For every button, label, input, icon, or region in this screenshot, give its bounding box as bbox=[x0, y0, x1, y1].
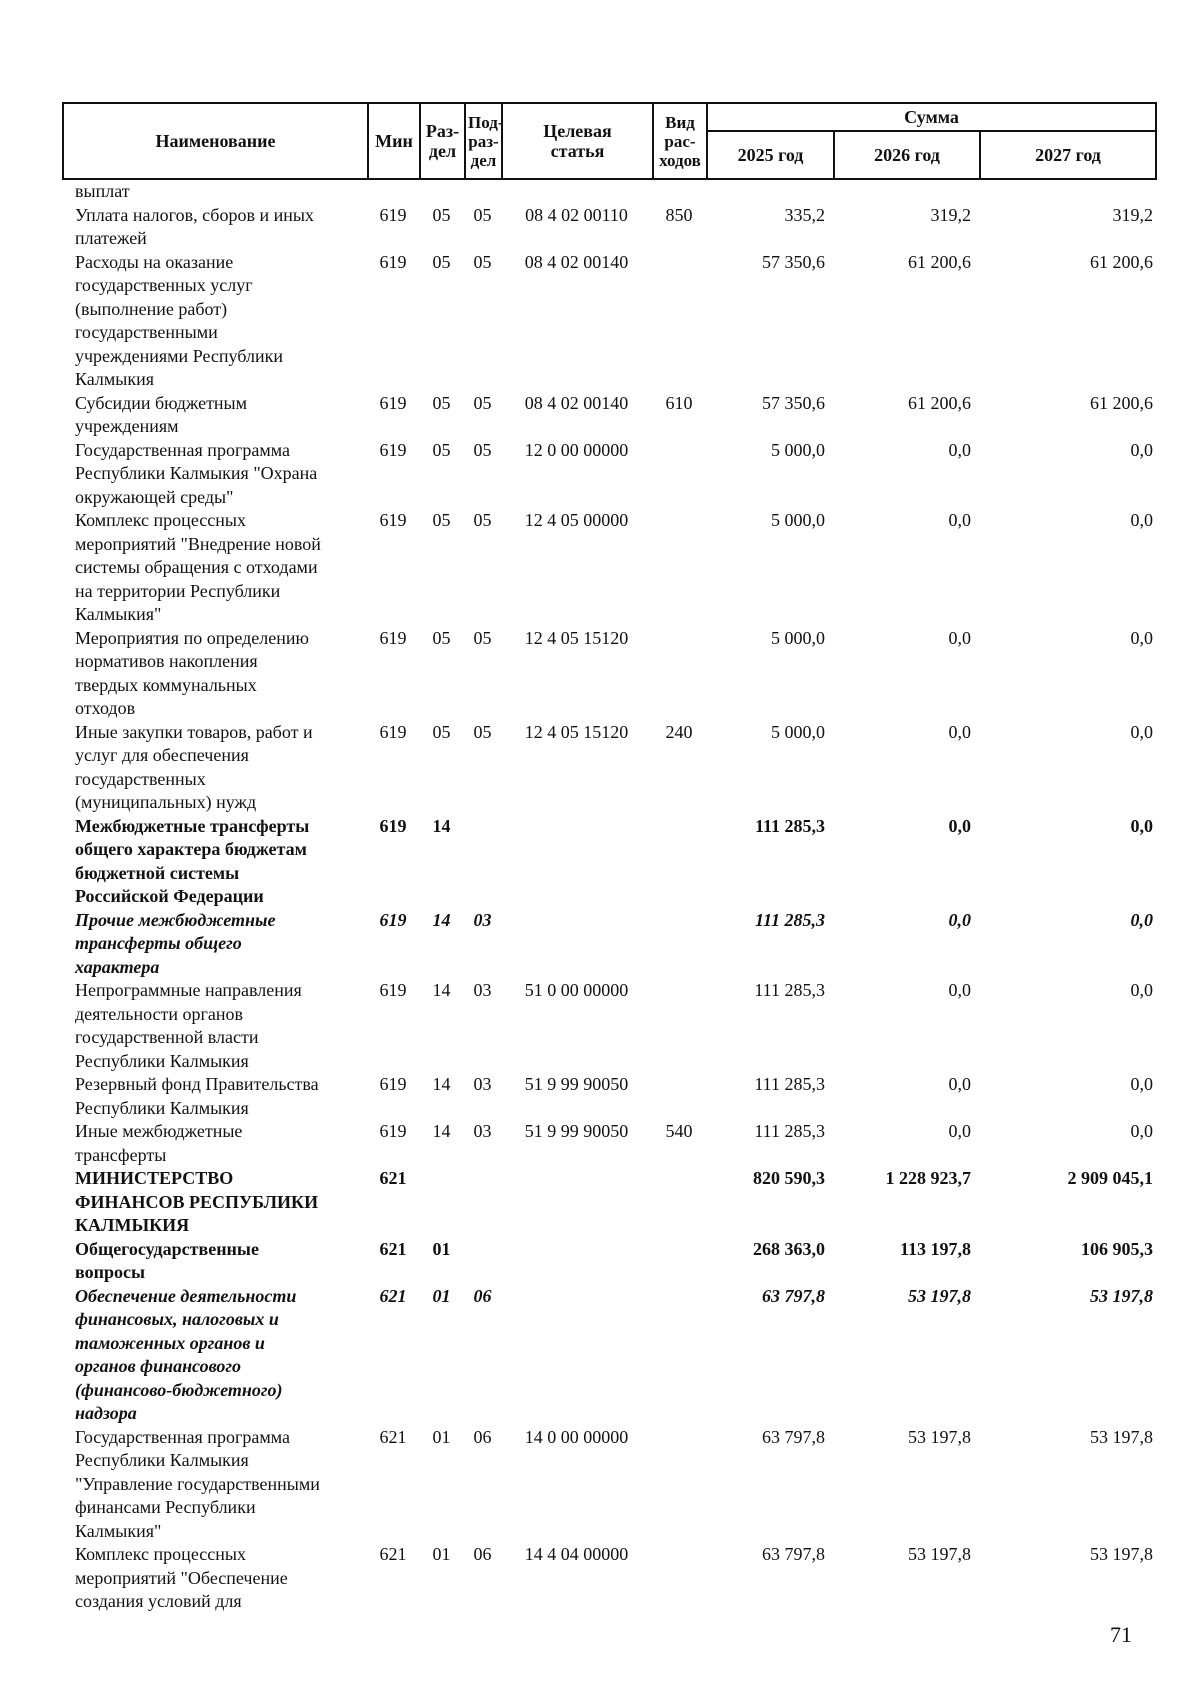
table-row bbox=[62, 251, 1155, 392]
cell-podrazdel bbox=[464, 180, 501, 204]
cell-name bbox=[62, 1073, 367, 1120]
cell-podrazdel: 03 bbox=[473, 1074, 492, 1094]
cell-name-line: Калмыкия" bbox=[75, 604, 162, 624]
header-razdel: Раз- дел bbox=[420, 103, 465, 179]
cell-name-line: Республики Калмыкия bbox=[75, 1450, 249, 1470]
cell-vid-rashodov bbox=[652, 979, 706, 1073]
cell-sum-2025: 111 285,3 bbox=[754, 815, 825, 836]
cell-min: 621 bbox=[379, 1544, 407, 1564]
cell-vid-rashodov bbox=[652, 1167, 706, 1238]
page-number: 71 bbox=[1110, 1622, 1132, 1647]
cell-name-line: (выполнение работ) bbox=[75, 298, 228, 319]
cell-name-line: Межбюджетные трансферты bbox=[75, 815, 310, 836]
cell-razdel: 01 bbox=[432, 1426, 451, 1447]
cell-sum-2025: 63 797,8 bbox=[762, 1285, 825, 1306]
cell-celevaya-statya: 14 4 04 00000 bbox=[524, 1544, 629, 1564]
cell-razdel: 05 bbox=[432, 204, 451, 225]
cell-name bbox=[62, 509, 367, 627]
cell-razdel: 01 bbox=[432, 1285, 451, 1306]
cell-vid-rashodov bbox=[652, 509, 706, 627]
cell-sum-2025: 820 590,3 bbox=[753, 1168, 825, 1188]
cell-min: 619 bbox=[379, 439, 407, 460]
cell-celevaya-statya: 12 4 05 15120 bbox=[524, 627, 629, 648]
cell-name-line: Калмыкия" bbox=[75, 1520, 162, 1541]
cell-podrazdel: 03 bbox=[473, 980, 492, 1000]
cell-min: 619 bbox=[379, 627, 407, 648]
cell-name bbox=[62, 1426, 367, 1544]
cell-podrazdel: 03 bbox=[473, 909, 492, 930]
cell-min: 619 bbox=[379, 204, 407, 225]
table-row bbox=[62, 509, 1155, 627]
table-header bbox=[62, 102, 1157, 180]
cell-celevaya-statya bbox=[501, 909, 652, 980]
cell-razdel: 05 bbox=[432, 510, 451, 530]
cell-sum-2026: 0,0 bbox=[948, 721, 971, 742]
cell-vid-rashodov bbox=[652, 1238, 706, 1285]
cell-name-line: мероприятий "Обеспечение bbox=[75, 1567, 288, 1588]
cell-name-line: Комплекс процессных bbox=[75, 510, 246, 530]
cell-sum-2025: 57 350,6 bbox=[762, 392, 825, 413]
cell-name-line: общего характера бюджетам bbox=[75, 839, 307, 859]
cell-name bbox=[62, 204, 367, 251]
cell-sum-2027: 0,0 bbox=[1130, 1121, 1153, 1141]
cell-sum-2026: 0,0 bbox=[948, 439, 971, 460]
cell-name-line: твердых коммунальных bbox=[75, 674, 257, 695]
cell-vid-rashodov: 240 bbox=[665, 721, 693, 742]
cell-min: 619 bbox=[379, 392, 407, 413]
cell-sum-2026: 53 197,8 bbox=[908, 1285, 971, 1306]
cell-sum-2026 bbox=[833, 180, 979, 204]
cell-name-line: "Управление государственными bbox=[75, 1473, 320, 1494]
cell-min: 621 bbox=[379, 1238, 407, 1259]
cell-name-line: Государственная программа bbox=[75, 439, 290, 460]
header-summa: Сумма bbox=[707, 103, 1156, 131]
cell-celevaya-statya: 51 0 00 00000 bbox=[524, 980, 629, 1000]
cell-sum-2025: 111 285,3 bbox=[754, 909, 825, 930]
cell-name-line: надзора bbox=[75, 1403, 137, 1423]
table-row bbox=[62, 1167, 1155, 1238]
cell-podrazdel: 05 bbox=[473, 510, 492, 530]
cell-sum-2026: 0,0 bbox=[948, 510, 971, 530]
header-year-2027: 2027 год bbox=[980, 131, 1156, 179]
cell-sum-2025: 63 797,8 bbox=[762, 1426, 825, 1447]
cell-name-line: Резервный фонд Правительства bbox=[75, 1074, 319, 1094]
cell-min: 621 bbox=[379, 1285, 407, 1306]
cell-name-line: таможенных органов и bbox=[75, 1332, 265, 1353]
cell-sum-2026: 53 197,8 bbox=[908, 1544, 971, 1564]
header-vid-rashodov: Вид рас- ходов bbox=[653, 103, 707, 179]
table-row bbox=[62, 204, 1155, 251]
cell-podrazdel: 05 bbox=[473, 439, 492, 460]
table-row bbox=[62, 909, 1155, 980]
table-row bbox=[62, 439, 1155, 510]
cell-name-line: Государственная программа bbox=[75, 1426, 290, 1447]
cell-sum-2027: 319,2 bbox=[1112, 204, 1153, 225]
cell-podrazdel: 06 bbox=[473, 1285, 492, 1306]
cell-name-line: (муниципальных) нужд bbox=[75, 792, 257, 812]
cell-name-line: Расходы на оказание bbox=[75, 251, 234, 272]
header-year-2026: 2026 год bbox=[834, 131, 980, 179]
table-row bbox=[62, 1426, 1155, 1544]
cell-vid-rashodov bbox=[652, 251, 706, 392]
cell-min: 619 bbox=[379, 1121, 407, 1141]
cell-name-line: системы обращения с отходами bbox=[75, 557, 318, 577]
cell-razdel: 05 bbox=[432, 721, 451, 742]
cell-celevaya-statya bbox=[501, 180, 652, 204]
cell-name-line: МИНИСТЕРСТВО bbox=[75, 1168, 234, 1188]
table-row bbox=[62, 627, 1155, 721]
cell-razdel: 05 bbox=[432, 439, 451, 460]
table-row bbox=[62, 392, 1155, 439]
cell-sum-2025: 5 000,0 bbox=[771, 721, 825, 742]
cell-name-line: Уплата налогов, сборов и иных bbox=[75, 204, 314, 225]
cell-sum-2025: 63 797,8 bbox=[762, 1544, 825, 1564]
cell-name bbox=[62, 1167, 367, 1238]
cell-name-line: услуг для обеспечения bbox=[75, 745, 249, 765]
cell-razdel: 14 bbox=[432, 1074, 451, 1094]
cell-sum-2025: 111 285,3 bbox=[754, 1074, 825, 1094]
cell-sum-2027: 106 905,3 bbox=[1081, 1238, 1153, 1259]
cell-celevaya-statya: 08 4 02 00110 bbox=[525, 204, 628, 225]
cell-celevaya-statya bbox=[501, 1238, 652, 1285]
cell-name-line: ФИНАНСОВ РЕСПУБЛИКИ bbox=[75, 1191, 319, 1212]
cell-podrazdel: 05 bbox=[473, 392, 492, 413]
cell-name-line: деятельности органов bbox=[75, 1003, 244, 1024]
table-row bbox=[62, 721, 1155, 815]
cell-name-line: вопросы bbox=[75, 1262, 146, 1282]
cell-name bbox=[62, 392, 367, 439]
cell-name-line: трансферты общего bbox=[75, 933, 242, 953]
cell-name bbox=[62, 627, 367, 721]
cell-sum-2027: 0,0 bbox=[1130, 815, 1153, 836]
cell-podrazdel bbox=[464, 1167, 501, 1238]
table-row bbox=[62, 1543, 1155, 1614]
cell-sum-2027 bbox=[979, 180, 1155, 204]
cell-name-line: платежей bbox=[75, 228, 147, 248]
cell-min: 619 bbox=[379, 251, 407, 272]
cell-min bbox=[367, 180, 419, 204]
cell-sum-2026: 53 197,8 bbox=[908, 1426, 971, 1447]
header-year-2025: 2025 год bbox=[707, 131, 834, 179]
table-row bbox=[62, 180, 1155, 204]
cell-sum-2025: 335,2 bbox=[784, 204, 825, 225]
cell-celevaya-statya bbox=[501, 1285, 652, 1426]
cell-name-line: КАЛМЫКИЯ bbox=[75, 1215, 190, 1235]
cell-razdel: 14 bbox=[432, 909, 451, 930]
cell-sum-2026: 0,0 bbox=[948, 1121, 971, 1141]
cell-name bbox=[62, 1543, 367, 1614]
cell-name bbox=[62, 251, 367, 392]
cell-sum-2027: 0,0 bbox=[1130, 909, 1153, 930]
table-body bbox=[62, 180, 1155, 1614]
cell-name bbox=[62, 180, 367, 204]
table-row bbox=[62, 1120, 1155, 1167]
cell-name-line: (финансово-бюджетного) bbox=[75, 1379, 283, 1400]
cell-sum-2027: 0,0 bbox=[1130, 980, 1153, 1000]
cell-vid-rashodov bbox=[652, 627, 706, 721]
cell-sum-2025: 5 000,0 bbox=[771, 510, 825, 530]
cell-sum-2025 bbox=[706, 180, 833, 204]
header-min: Мин bbox=[368, 103, 420, 179]
table-row bbox=[62, 1238, 1155, 1285]
cell-vid-rashodov: 540 bbox=[665, 1121, 693, 1141]
cell-name-line: выплат bbox=[75, 181, 130, 201]
cell-name bbox=[62, 1120, 367, 1167]
cell-sum-2027: 0,0 bbox=[1130, 510, 1153, 530]
cell-name-line: Обеспечение деятельности bbox=[75, 1285, 297, 1306]
table-row bbox=[62, 1073, 1155, 1120]
cell-sum-2025: 57 350,6 bbox=[762, 251, 825, 272]
cell-celevaya-statya: 08 4 02 00140 bbox=[524, 392, 629, 413]
cell-name-line: характера bbox=[75, 956, 160, 977]
cell-name-line: Республики Калмыкия bbox=[75, 1050, 249, 1071]
cell-name-line: государственной власти bbox=[75, 1027, 259, 1047]
cell-name-line: трансферты bbox=[75, 1144, 167, 1165]
cell-razdel bbox=[419, 1167, 464, 1238]
cell-celevaya-statya: 51 9 99 90050 bbox=[524, 1121, 629, 1141]
cell-name-line: финансами Республики bbox=[75, 1497, 256, 1517]
table-row bbox=[62, 815, 1155, 909]
cell-vid-rashodov: 610 bbox=[665, 392, 693, 413]
cell-name-line: Иные закупки товаров, работ и bbox=[75, 721, 313, 742]
cell-name-line: отходов bbox=[75, 698, 136, 718]
cell-name-line: окружающей среды" bbox=[75, 486, 234, 507]
cell-sum-2026: 0,0 bbox=[948, 627, 971, 648]
cell-name bbox=[62, 1238, 367, 1285]
cell-min: 621 bbox=[379, 1168, 407, 1188]
cell-name bbox=[62, 721, 367, 815]
cell-name-line: государственных услуг bbox=[75, 275, 253, 295]
cell-razdel: 14 bbox=[432, 815, 451, 836]
cell-name-line: Комплекс процессных bbox=[75, 1544, 246, 1564]
cell-vid-rashodov bbox=[652, 815, 706, 909]
cell-sum-2027: 0,0 bbox=[1130, 1074, 1153, 1094]
cell-sum-2026: 0,0 bbox=[948, 909, 971, 930]
cell-vid-rashodov bbox=[652, 439, 706, 510]
cell-name-line: Субсидии бюджетным bbox=[75, 392, 248, 413]
cell-razdel: 05 bbox=[432, 251, 451, 272]
cell-name-line: Прочие межбюджетные bbox=[75, 909, 276, 930]
cell-razdel: 05 bbox=[432, 627, 451, 648]
cell-podrazdel: 06 bbox=[473, 1426, 492, 1447]
cell-vid-rashodov bbox=[652, 1285, 706, 1426]
cell-podrazdel: 05 bbox=[473, 204, 492, 225]
cell-celevaya-statya: 12 4 05 00000 bbox=[524, 510, 629, 530]
cell-name-line: на территории Республики bbox=[75, 580, 281, 601]
cell-name bbox=[62, 1285, 367, 1426]
cell-min: 619 bbox=[379, 1074, 407, 1094]
cell-name-line: Российской Федерации bbox=[75, 886, 264, 906]
cell-sum-2025: 111 285,3 bbox=[754, 1121, 825, 1141]
cell-min: 619 bbox=[379, 909, 407, 930]
cell-min: 619 bbox=[379, 980, 407, 1000]
cell-min: 619 bbox=[379, 721, 407, 742]
cell-vid-rashodov bbox=[652, 1543, 706, 1614]
budget-table-sheet bbox=[62, 102, 1155, 1614]
cell-min: 621 bbox=[379, 1426, 407, 1447]
table-row bbox=[62, 1285, 1155, 1426]
cell-sum-2025: 5 000,0 bbox=[771, 627, 825, 648]
cell-celevaya-statya bbox=[501, 815, 652, 909]
cell-sum-2025: 111 285,3 bbox=[754, 980, 825, 1000]
cell-name bbox=[62, 979, 367, 1073]
cell-name-line: бюджетной системы bbox=[75, 862, 240, 883]
cell-sum-2026: 61 200,6 bbox=[908, 392, 971, 413]
cell-name-line: финансовых, налоговых и bbox=[75, 1309, 279, 1329]
cell-vid-rashodov bbox=[652, 1426, 706, 1544]
cell-podrazdel: 05 bbox=[473, 627, 492, 648]
cell-podrazdel: 05 bbox=[473, 721, 492, 742]
cell-name-line: нормативов накопления bbox=[75, 651, 258, 671]
cell-razdel: 14 bbox=[432, 980, 451, 1000]
cell-razdel bbox=[419, 180, 464, 204]
cell-sum-2025: 268 363,0 bbox=[753, 1238, 825, 1259]
table-row bbox=[62, 979, 1155, 1073]
cell-name bbox=[62, 909, 367, 980]
cell-name-line: Иные межбюджетные bbox=[75, 1121, 243, 1141]
cell-razdel: 05 bbox=[432, 392, 451, 413]
cell-podrazdel: 06 bbox=[473, 1544, 492, 1564]
cell-celevaya-statya: 14 0 00 00000 bbox=[524, 1426, 629, 1447]
cell-name-line: мероприятий "Внедрение новой bbox=[75, 533, 321, 554]
cell-name-line: учреждениями Республики bbox=[75, 345, 283, 366]
cell-sum-2027: 53 197,8 bbox=[1090, 1285, 1153, 1306]
cell-name-line: государственных bbox=[75, 768, 206, 789]
cell-sum-2026: 319,2 bbox=[930, 204, 971, 225]
cell-sum-2025: 5 000,0 bbox=[771, 439, 825, 460]
cell-sum-2026: 113 197,8 bbox=[899, 1238, 971, 1259]
cell-sum-2027: 61 200,6 bbox=[1090, 392, 1153, 413]
cell-name-line: учреждениям bbox=[75, 416, 179, 436]
cell-name bbox=[62, 439, 367, 510]
cell-min: 619 bbox=[379, 510, 407, 530]
cell-sum-2027: 53 197,8 bbox=[1090, 1426, 1153, 1447]
cell-podrazdel bbox=[464, 1238, 501, 1285]
cell-vid-rashodov bbox=[652, 1073, 706, 1120]
cell-sum-2027: 53 197,8 bbox=[1090, 1544, 1153, 1564]
cell-name-line: органов финансового bbox=[75, 1356, 242, 1376]
cell-razdel: 14 bbox=[432, 1121, 451, 1141]
cell-name-line: создания условий для bbox=[75, 1591, 242, 1611]
cell-sum-2027: 0,0 bbox=[1130, 439, 1153, 460]
cell-sum-2027: 0,0 bbox=[1130, 721, 1153, 742]
cell-sum-2026: 61 200,6 bbox=[908, 251, 971, 272]
cell-vid-rashodov: 850 bbox=[665, 204, 693, 225]
header-celevaya-statya: Целевая статья bbox=[502, 103, 653, 179]
cell-name-line: Калмыкия bbox=[75, 369, 155, 389]
cell-sum-2026: 1 228 923,7 bbox=[885, 1168, 971, 1188]
cell-celevaya-statya: 12 0 00 00000 bbox=[524, 439, 629, 460]
cell-name-line: Мероприятия по определению bbox=[75, 627, 309, 648]
header-podrazdel: Под- раз- дел bbox=[465, 103, 502, 179]
cell-name-line: государственными bbox=[75, 322, 218, 342]
cell-celevaya-statya bbox=[501, 1167, 652, 1238]
cell-podrazdel bbox=[464, 815, 501, 909]
cell-sum-2027: 0,0 bbox=[1130, 627, 1153, 648]
cell-name bbox=[62, 815, 367, 909]
cell-vid-rashodov bbox=[652, 180, 706, 204]
cell-celevaya-statya: 12 4 05 15120 bbox=[524, 721, 629, 742]
cell-razdel: 01 bbox=[432, 1544, 451, 1564]
cell-sum-2027: 61 200,6 bbox=[1090, 251, 1153, 272]
cell-podrazdel: 03 bbox=[473, 1121, 492, 1141]
cell-sum-2026: 0,0 bbox=[948, 815, 971, 836]
cell-name-line: Общегосударственные bbox=[75, 1238, 259, 1259]
cell-sum-2026: 0,0 bbox=[948, 1074, 971, 1094]
cell-sum-2027: 2 909 045,1 bbox=[1067, 1168, 1153, 1188]
cell-name-line: Непрограммные направления bbox=[75, 980, 302, 1000]
cell-podrazdel: 05 bbox=[473, 251, 492, 272]
cell-razdel: 01 bbox=[432, 1238, 451, 1259]
cell-min: 619 bbox=[379, 815, 407, 836]
cell-celevaya-statya: 51 9 99 90050 bbox=[524, 1074, 629, 1094]
cell-name-line: Республики Калмыкия "Охрана bbox=[75, 463, 318, 483]
cell-celevaya-statya: 08 4 02 00140 bbox=[524, 251, 629, 272]
cell-vid-rashodov bbox=[652, 909, 706, 980]
cell-sum-2026: 0,0 bbox=[948, 980, 971, 1000]
cell-name-line: Республики Калмыкия bbox=[75, 1097, 249, 1118]
header-name: Наименование bbox=[63, 103, 368, 179]
